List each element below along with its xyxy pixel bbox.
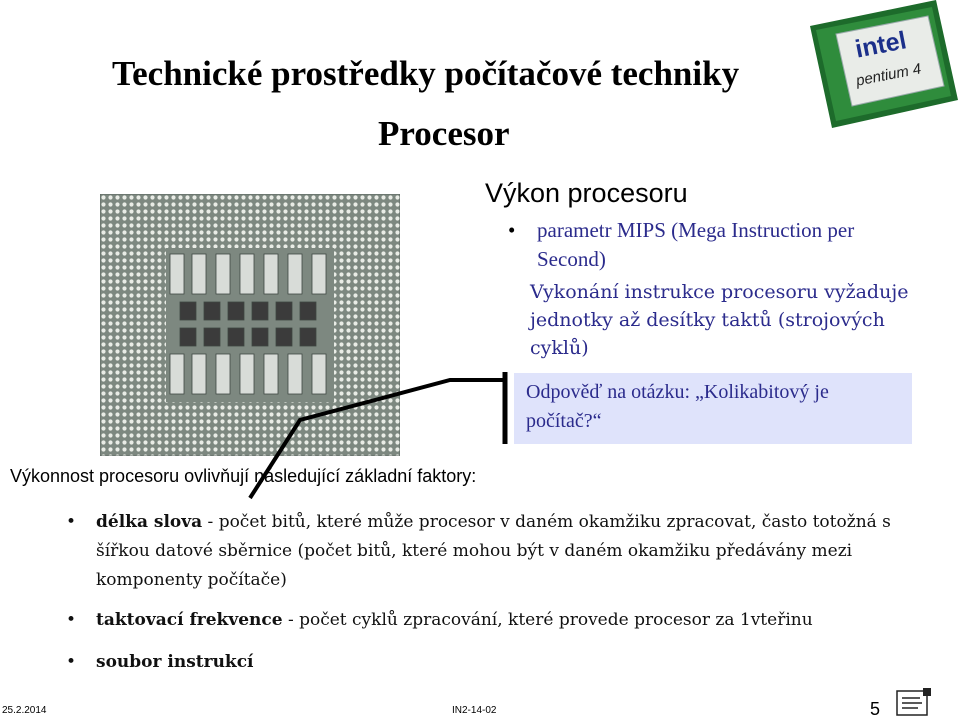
factor-description: - počet bitů, které může procesor v daném okamžiku zpracovat, často totožná s šířkou datové sběrnice (počet bitů, které mohou být v daném okamžiku předávány mezi komponenty počítače) xyxy=(96,512,891,590)
answer-text: Odpověď na otázku: „Kolikabitový je počítač?“ xyxy=(526,381,829,432)
mips-text: parametr MIPS (Mega Instruction per Second) xyxy=(537,218,855,271)
factor-word-length xyxy=(66,508,926,595)
intel-brand-text: intel xyxy=(852,26,909,64)
bullet-marker: • xyxy=(66,652,77,672)
bullet-marker: • xyxy=(66,610,77,630)
footer-date: 25.2.2014 xyxy=(2,705,47,716)
intel-pentium-chip-image xyxy=(796,0,960,130)
factor-description: - počet cyklů zpracování, které provede procesor za 1vteřinu xyxy=(282,610,813,630)
bullet-marker: • xyxy=(508,218,516,242)
factor-term: délka slova xyxy=(96,512,203,532)
execution-note: Vykonání instrukce procesoru vyžaduje jednotky až desítky taktů (strojových cyklů) xyxy=(530,281,909,359)
performance-heading: Výkon procesoru xyxy=(485,178,688,208)
factor-term: soubor instrukcí xyxy=(96,652,254,672)
factor-term: taktovací frekvence xyxy=(96,610,283,630)
slide-subtitle: Procesor xyxy=(378,114,510,153)
pentium-product-text: pentium 4 xyxy=(854,60,923,90)
document-notes-icon[interactable] xyxy=(896,688,932,716)
footer-code: IN2-14-02 xyxy=(452,705,497,716)
mips-bullet-item xyxy=(508,216,928,274)
factor-clock-frequency xyxy=(66,606,926,635)
page-number: 5 xyxy=(870,699,881,719)
processor-pin-grid-image xyxy=(100,194,400,456)
factors-intro: Výkonnost procesoru ovlivňují následující základní faktory: xyxy=(10,466,477,486)
factor-instruction-set xyxy=(66,648,926,677)
bullet-marker: • xyxy=(66,512,77,532)
slide-title: Technické prostředky počítačové techniky xyxy=(112,54,740,93)
